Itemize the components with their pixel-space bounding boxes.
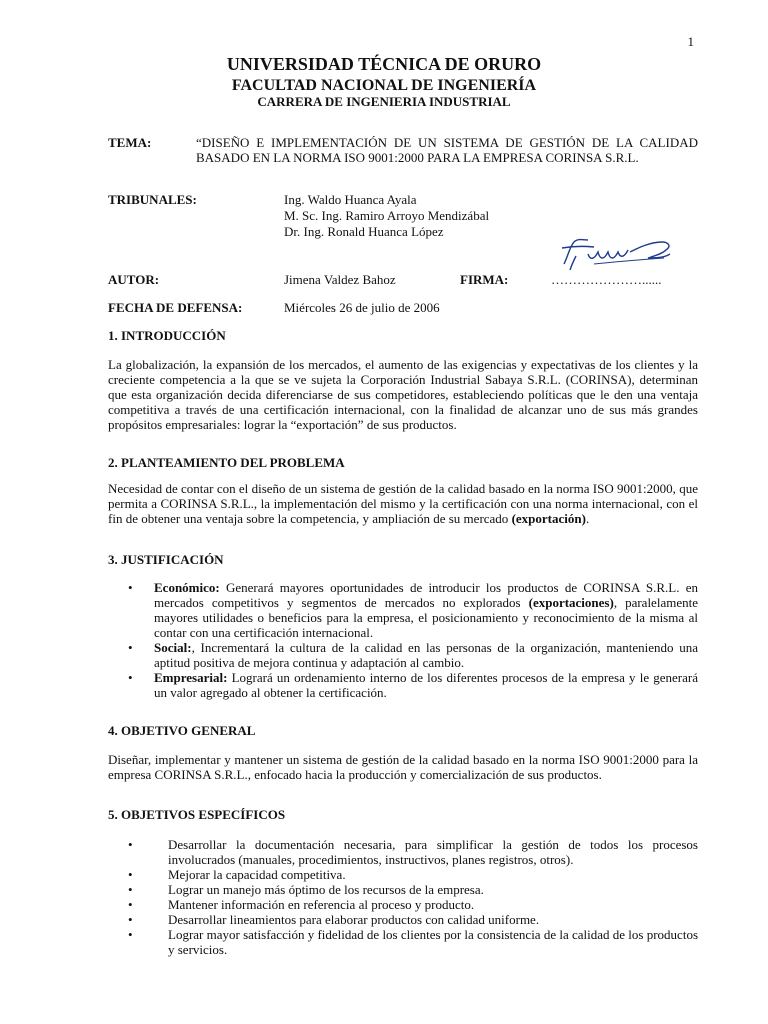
bullet-icon: • — [128, 580, 133, 595]
item-text: Logrará un ordenamiento interno de los diferentes procesos de la empresa y le generará un valor agregado al obtener la certificación. — [154, 670, 698, 700]
list-item — [126, 580, 698, 640]
bullet-icon: • — [128, 912, 133, 927]
bullet-icon: • — [128, 640, 133, 655]
autor-value: Jimena Valdez Bahoz — [284, 272, 396, 287]
career-title: CARRERA DE INGENIERIA INDUSTRIAL — [257, 94, 511, 109]
bullet-icon: • — [128, 670, 133, 685]
planteamiento-text: Necesidad de contar con el diseño de un sistema de gestión de la calidad basado en la norma ISO 9001:2000, que permita a CORINSA S.R.L., la implementación del mismo y la certificación con una norma internacional, con el fin de obtener una ventaja sobre la competencia, y ampliación de su mercado — [108, 481, 698, 526]
university-title: UNIVERSIDAD TÉCNICA DE ORURO — [226, 54, 542, 74]
justificacion-list — [126, 580, 698, 700]
list-item — [126, 837, 698, 867]
item-text-2: , paralelamente mayores utilidades o beneficios para la empresa, el posicionamiento y reconocimiento de la misma al contar con una certificación internacional. — [154, 595, 698, 640]
item-text: , Incrementará la cultura de la calidad en las personas de la organización, manteniendo una aptitud positiva de mejora continua y adaptación al cambio. — [154, 640, 698, 670]
section-title-introduccion: 1. INTRODUCCIÓN — [108, 328, 226, 343]
section-title-planteamiento: 2. PLANTEAMIENTO DEL PROBLEMA — [108, 455, 345, 470]
bullet-icon: • — [128, 897, 133, 912]
item-text: Mantener información en referencia al proceso y producto. — [168, 897, 475, 912]
planteamiento-bold: (exportación) — [511, 511, 586, 526]
bullet-icon: • — [128, 867, 133, 882]
objetivos-list — [126, 837, 698, 957]
item-text: Lograr un manejo más óptimo de los recursos de la empresa. — [168, 882, 484, 897]
tribunales-label: TRIBUNALES: — [108, 192, 197, 207]
firma-value: …………………...... — [551, 272, 662, 287]
item-bold: Empresarial: — [154, 670, 228, 685]
item-text: Desarrollar lineamientos para elaborar productos con calidad uniforme. — [168, 912, 540, 927]
signature-icon — [554, 234, 678, 274]
item-bold: Económico: — [154, 580, 220, 595]
list-item — [126, 867, 698, 882]
autor-label: AUTOR: — [108, 272, 160, 287]
item-text: Generará mayores oportunidades de introducir los productos de CORINSA S.R.L. en mercados competitivos y segmentos de mercados no explorados — [154, 580, 698, 610]
list-item — [126, 670, 698, 700]
list-item — [126, 912, 698, 927]
item-text: Lograr mayor satisfacción y fidelidad de los clientes por la consistencia de la calidad de los productos y servicios. — [168, 927, 698, 957]
bullet-icon: • — [128, 927, 133, 942]
tribunal-member: Ing. Waldo Huanca Ayala — [284, 192, 417, 207]
section-text-introduccion: La globalización, la expansión de los mercados, el aumento de las exigencias y expectativas de los clientes y la creciente competencia a la que se ve sujeta la Corporación Industrial Sabaya S.R.L. (CORINSA), determinan que esta organización decida diferenciarse de sus competidores, estableciendo políticas que le den una ventaja competitiva a través de una certificación internacional, con la finalidad de alcanzar uno de sus más grandes propósitos empresariales: lograr la “exportación” de sus productos. — [108, 357, 698, 432]
faculty-title: FACULTAD NACIONAL DE INGENIERÍA — [231, 77, 537, 94]
section-text-planteamiento — [108, 481, 698, 526]
section-text-objetivo-general: Diseñar, implementar y mantener un sistema de gestión de la calidad basado en la norma ISO 9001:2000 para la empresa CORINSA S.R.L., enfocado hacia la producción y comercialización de sus productos. — [108, 752, 698, 782]
tema-value: “DISEÑO E IMPLEMENTACIÓN DE UN SISTEMA DE GESTIÓN DE LA CALIDAD BASADO EN LA NORMA ISO 9001:2000 PARA LA EMPRESA CORINSA S.R.L. — [196, 135, 698, 165]
list-item — [126, 927, 698, 957]
firma-label: FIRMA: — [460, 272, 509, 287]
item-text: Desarrollar la documentación necesaria, para simplificar la gestión de todos los procesos involucrados (manuales, procedimientos, instructivos, planes registros, otros). — [168, 837, 698, 867]
page-number: 1 — [687, 34, 694, 49]
tema-label: TEMA: — [108, 135, 152, 150]
section-title-objetivos-especificos: 5. OBJETIVOS ESPECÍFICOS — [108, 807, 286, 822]
tribunal-member: Dr. Ing. Ronald Huanca López — [284, 224, 444, 239]
list-item — [126, 882, 698, 897]
planteamiento-end: . — [585, 511, 590, 526]
list-item — [126, 897, 698, 912]
fecha-value: Miércoles 26 de julio de 2006 — [284, 300, 440, 315]
tribunal-member: M. Sc. Ing. Ramiro Arroyo Mendizábal — [284, 208, 490, 223]
list-item — [126, 640, 698, 670]
fecha-label: FECHA DE DEFENSA: — [108, 300, 243, 315]
item-bold: Social: — [154, 640, 192, 655]
item-bold-2: (exportaciones) — [528, 595, 614, 610]
bullet-icon: • — [128, 837, 133, 852]
item-text: Mejorar la capacidad competitiva. — [168, 867, 346, 882]
bullet-icon: • — [128, 882, 133, 897]
tribunales-list — [284, 192, 489, 240]
section-title-objetivo-general: 4. OBJETIVO GENERAL — [108, 723, 256, 738]
section-title-justificacion: 3. JUSTIFICACIÓN — [108, 552, 224, 567]
